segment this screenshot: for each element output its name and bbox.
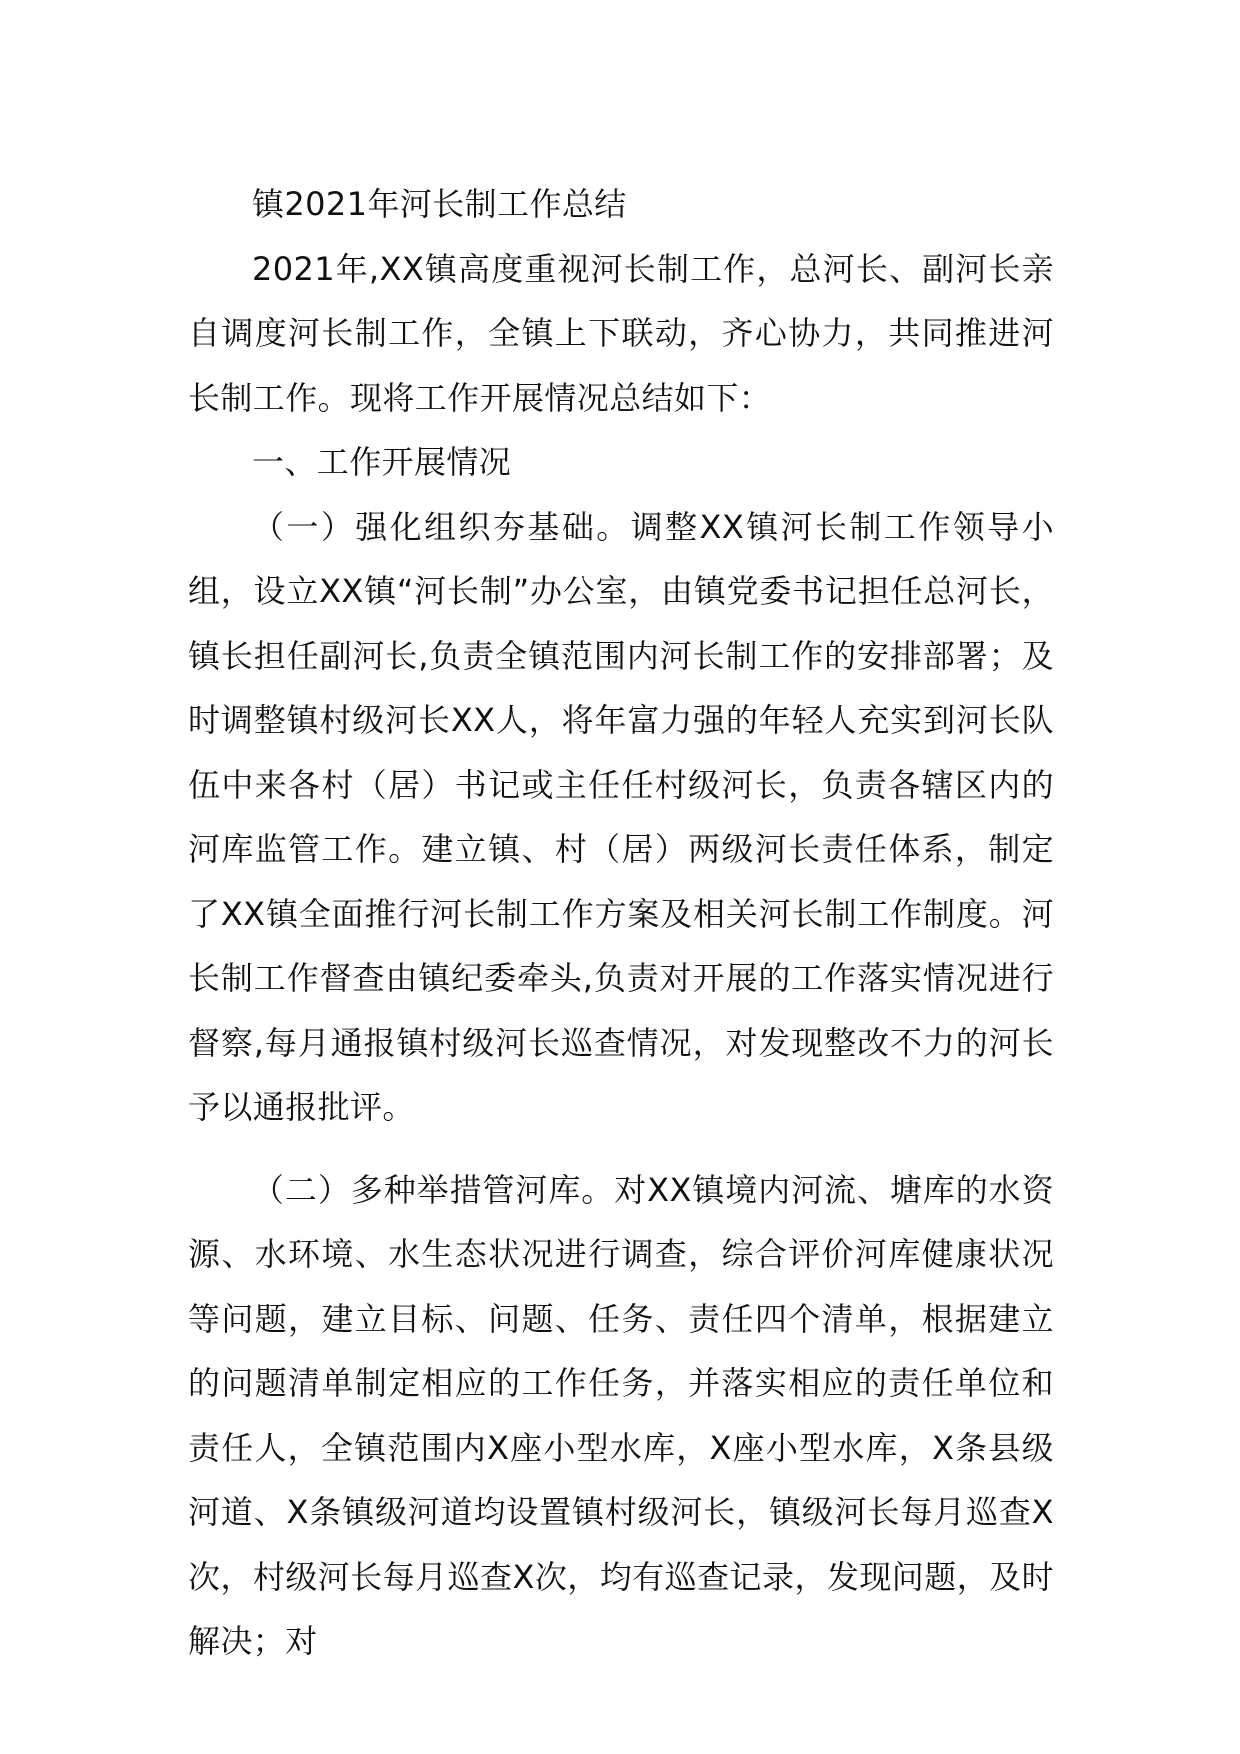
document-body xyxy=(188,172,1054,1674)
paragraph-organization: （一）强化组织夯基础。调整XX镇河长制工作领导小组，设立XX镇“河长制”办公室，由镇党委书记担任总河长，镇长担任副河长,负责全镇范围内河长制工作的安排部署；及时调整镇村级河长XX人，将年富力强的年轻人充实到河长队伍中来各村（居）书记或主任任村级河长，负责各辖区内的河库监管工作。建立镇、村（居）两级河长责任体系，制定了XX镇全面推行河长制工作方案及相关河长制工作制度。河长制工作督查由镇纪委牵头,负责对开展的工作落实情况进行督察,每月通报镇村级河长巡查情况，对发现整改不力的河长予以通报批评。 xyxy=(188,507,1054,1126)
paragraph-intro: 2021年,XX镇高度重视河长制工作，总河长、副河长亲自调度河长制工作，全镇上下联动，齐心协力，共同推进河长制工作。现将工作开展情况总结如下： xyxy=(188,249,1054,417)
section-heading: 一、工作开展情况 xyxy=(252,443,512,481)
paragraph-measures: （二）多种举措管河库。对XX镇境内河流、塘库的水资源、水环境、水生态状况进行调查，综合评价河库健康状况等问题，建立目标、问题、任务、责任四个清单，根据建立的问题清单制定相应的工作任务，并落实相应的责任单位和责任人，全镇范围内X座小型水库，X座小型水库，X条县级河道、X条镇级河道均设置镇村级河长，镇级河长每月巡查X次，村级河长每月巡查X次，均有巡查记录，发现问题，及时解决；对 xyxy=(188,1170,1054,1660)
document-title: 镇2021年河长制工作总结 xyxy=(252,185,627,223)
